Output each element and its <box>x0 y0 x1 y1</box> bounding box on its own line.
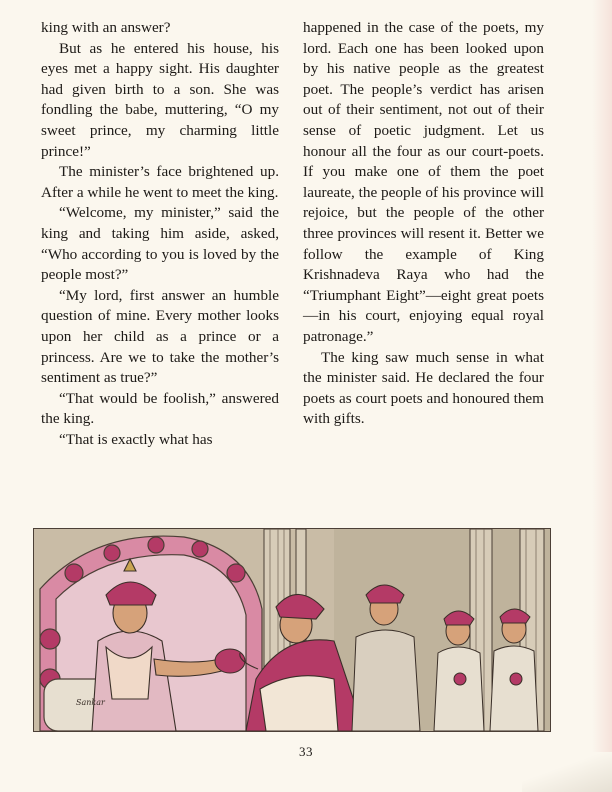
text-column-left <box>41 18 279 450</box>
artist-signature: Sankar <box>76 698 105 707</box>
paragraph: “My lord, first answer an humble question of mine. Every mother looks upon her child as a prince or a princess. Are we to take the mother’s sentiment as true?” <box>41 286 279 387</box>
paragraph: king with an answer? <box>41 19 171 36</box>
torn-corner <box>522 752 612 792</box>
page-number: 33 <box>299 744 313 759</box>
story-illustration <box>33 528 551 732</box>
paragraph: The king saw much sense in what the minister said. He declared the four poets as court poets and honoured them with gifts. <box>303 348 544 428</box>
paragraph: “That is exactly what has <box>59 430 213 448</box>
paragraph: “Welcome, my minister,” said the king and taking him aside, asked, “Who according to you is loved by the people most?” <box>41 204 279 284</box>
court-scene-drawing <box>34 529 550 731</box>
paragraph: The minister’s face brightened up. After a while he went to meet the king. <box>41 163 279 201</box>
text-column-right <box>303 18 544 430</box>
paragraph: “That would be foolish,” answered the king. <box>41 389 279 428</box>
paragraph: happened in the case of the poets, my lord. Each one has been looked upon by his native people as the greatest poet. The people’s verdict has arisen out of their sentiment, not out of their sense of poetic judgment. Let us honour all the four as our court-poets. If you make one of them the poet laureate, the people of his province will rejoice, but the people of the other three provinces will resent it. Better we follow the example of King Krishnadeva Raya who had the “Triumphant Eight”—eight great poets—in his court, enjoying equal royal patronage.” <box>303 19 544 345</box>
page-edge-tint <box>592 0 612 792</box>
paragraph: But as he entered his house, his eyes met a happy sight. His daughter had given birth to a son. She was fondling the babe, muttering, “O my sweet prince, my charming little prince!” <box>41 39 279 160</box>
gift-bundle <box>215 649 245 673</box>
